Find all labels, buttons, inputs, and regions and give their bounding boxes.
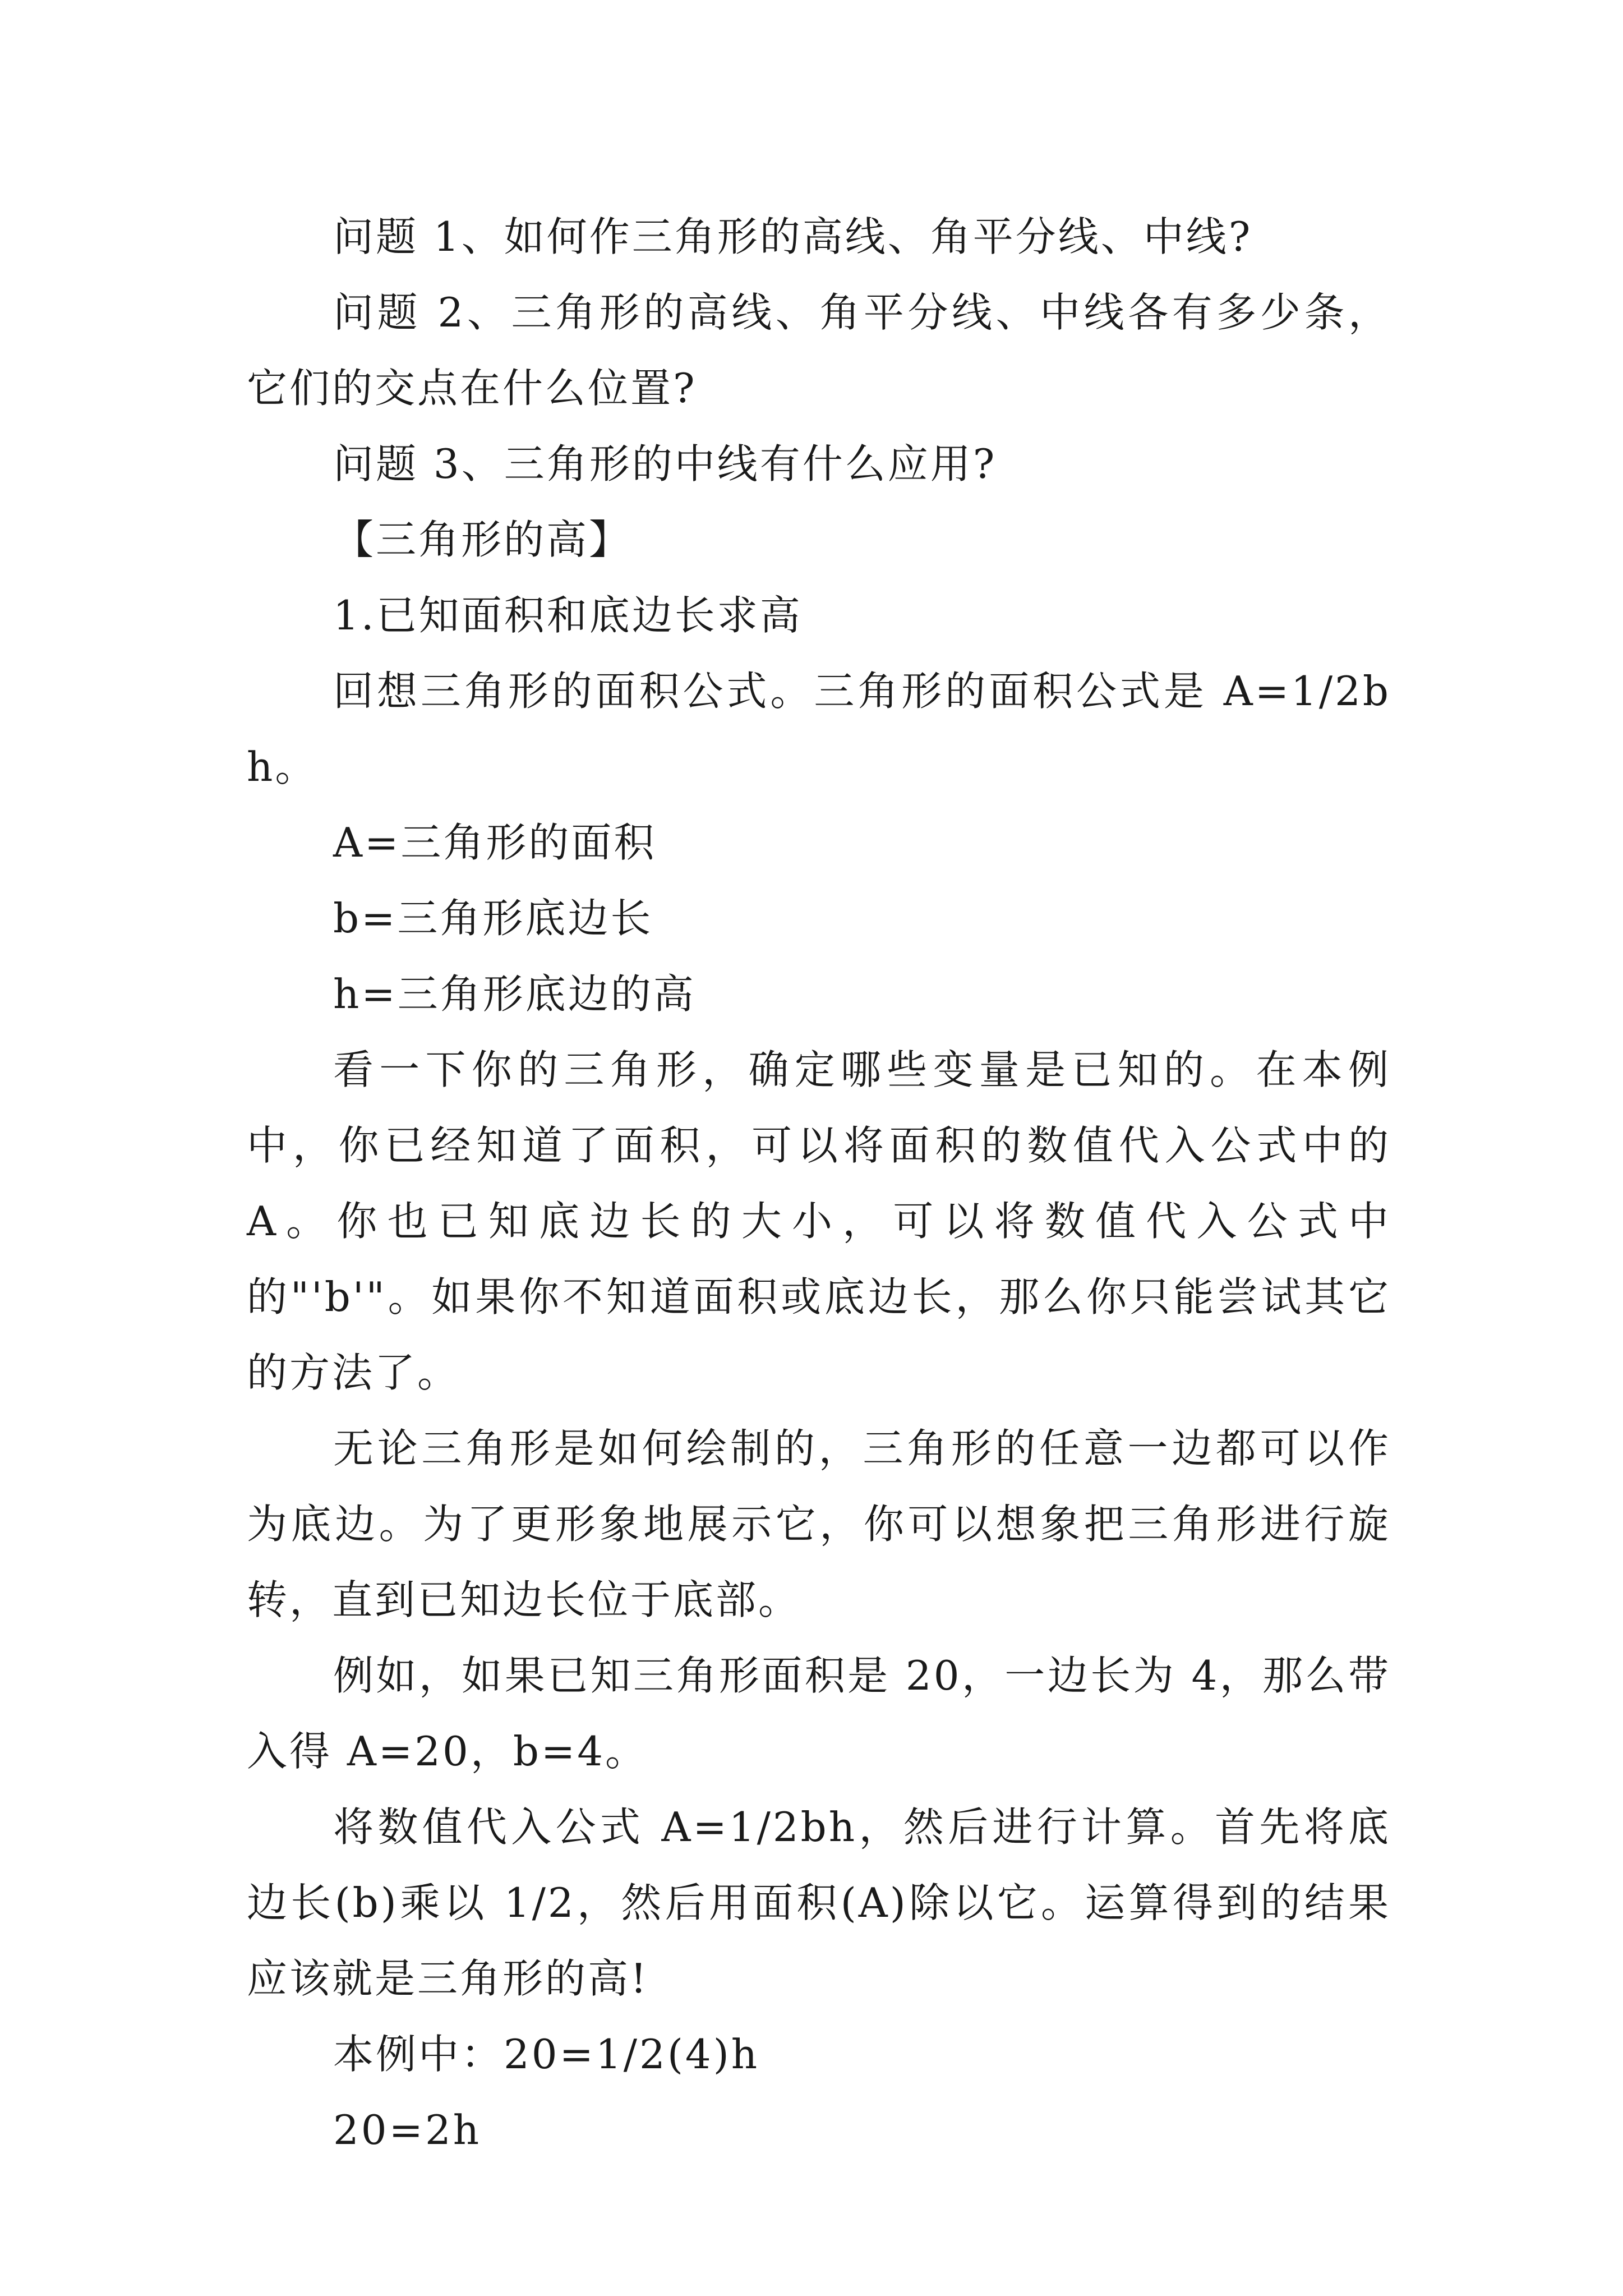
example-paragraph: 例如，如果已知三角形面积是 20，一边长为 4，那么带入得 A=20，b=4。 (247, 1652, 1391, 1775)
example-equation-1: 本例中：20=1/2(4)h (333, 2031, 760, 2078)
base-side-paragraph: 无论三角形是如何绘制的，三角形的任意一边都可以作为底边。为了更形象地展示它，你可以想象把三角形进行旋转，直到已知边长位于底部。 (247, 1425, 1391, 1623)
variable-a: A=三角形的面积 (333, 819, 657, 866)
document-body (247, 199, 1391, 2168)
question-1: 问题 1、如何作三角形的高线、角平分线、中线? (333, 213, 1253, 260)
question-2: 问题 2、三角形的高线、角平分线、中线各有多少条，它们的交点在什么位置? (247, 289, 1391, 412)
known-variables-paragraph: 看一下你的三角形，确定哪些变量是已知的。在本例中，你已经知道了面积，可以将面积的数值代入公式中的 A。你也已知底边长的大小，可以将数值代入公式中的"'b'"。如果你不知道面积或底边长，那么你只能尝试其它的方法了。 (247, 1046, 1391, 1396)
question-3: 问题 3、三角形的中线有什么应用? (333, 440, 997, 487)
example-equation-2: 20=2h (333, 2106, 482, 2154)
section-heading: 【三角形的高】 (333, 516, 632, 563)
subsection-title: 1.已知面积和底边长求高 (333, 592, 803, 639)
formula-paragraph: 回想三角形的面积公式。三角形的面积公式是 A=1/2bh。 (247, 668, 1391, 790)
calculation-paragraph: 将数值代入公式 A=1/2bh，然后进行计算。首先将底边长(b)乘以 1/2，然后用面积(A)除以它。运算得到的结果应该就是三角形的高! (247, 1803, 1391, 2002)
variable-b: b=三角形底边长 (333, 895, 653, 942)
variable-h: h=三角形底边的高 (333, 970, 696, 1018)
